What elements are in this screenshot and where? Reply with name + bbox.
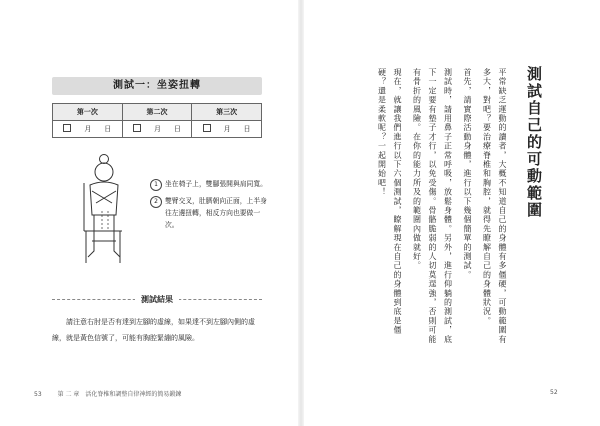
body-paragraph: 現在，就讓我們進行以下六個測試，瞭解現在自己的身體到底是僵硬？還是柔軟呢？一起開始吧！ xyxy=(377,68,402,335)
result-title: 測試結果 xyxy=(135,295,179,304)
body-paragraph: 平常缺乏運動的讀者，大概不知道自己的身體有多僵硬，可動範圍有多大，對吧？要治療脊椎和胸腔，就得先瞭解自己的身體狀況。 xyxy=(482,68,507,344)
step-item xyxy=(150,195,270,231)
attempt-date-3 xyxy=(192,121,262,138)
attempt-header-1: 第一次 xyxy=(53,104,123,121)
day-label: 日 xyxy=(104,125,112,133)
body-text xyxy=(355,68,510,350)
attempt-header-2: 第二次 xyxy=(122,104,192,121)
book-gutter xyxy=(298,0,304,426)
checkbox-icon xyxy=(133,124,141,132)
day-label: 日 xyxy=(173,125,181,133)
steps-list xyxy=(150,178,270,235)
step-number: 1 xyxy=(150,179,162,191)
result-heading xyxy=(52,294,262,305)
section-title: 測試自己的可動範圍 xyxy=(525,66,543,219)
step-text: 雙臂交叉，肚臍朝向正面，上半身往左邊扭轉，相反方向也要做一次。 xyxy=(165,197,267,229)
right-page-number: 52 xyxy=(550,389,558,396)
month-label: 月 xyxy=(84,125,92,133)
running-header: 第 二 章 活化脊椎和調整自律神經的簡易鍛鍊 xyxy=(57,391,182,398)
day-label: 日 xyxy=(243,125,251,133)
attempts-date-row xyxy=(53,121,262,138)
attempt-header-3: 第三次 xyxy=(192,104,262,121)
checkbox-icon xyxy=(63,124,71,132)
month-label: 月 xyxy=(223,125,231,133)
month-label: 月 xyxy=(153,125,161,133)
left-page-number: 53 xyxy=(34,391,42,398)
left-footer xyxy=(34,389,181,398)
step-text: 坐在椅子上，雙腳張開與肩同寬。 xyxy=(165,180,267,188)
attempts-table xyxy=(52,103,262,138)
result-text: 請注意右肘是否有達到左腳的虛線，如果達不到左腳內側的虛線，就是黃色信號了，可能有胸腔緊繃的風險。 xyxy=(52,318,255,342)
test-title: 測試一：坐姿扭轉 xyxy=(52,77,262,95)
step-item xyxy=(150,178,270,191)
attempt-date-1 xyxy=(53,121,123,138)
attempt-date-2 xyxy=(122,121,192,138)
seated-twist-illustration xyxy=(72,153,134,265)
body-paragraph: 首先，請實際活動身體，進行以下幾個簡單的測試。 xyxy=(463,68,472,280)
body-paragraph: 測試時，請用鼻子正常呼吸，放鬆身體。另外，進行仰躺的測試，底下一定要有墊子才行，以免受傷。骨骼脆弱的人切莫逞強，否則可能有骨折的風險。在你的能力所及的範圍內做就好。 xyxy=(412,68,453,344)
step-number: 2 xyxy=(150,196,162,208)
checkbox-icon xyxy=(203,124,211,132)
attempts-header-row xyxy=(53,104,262,121)
